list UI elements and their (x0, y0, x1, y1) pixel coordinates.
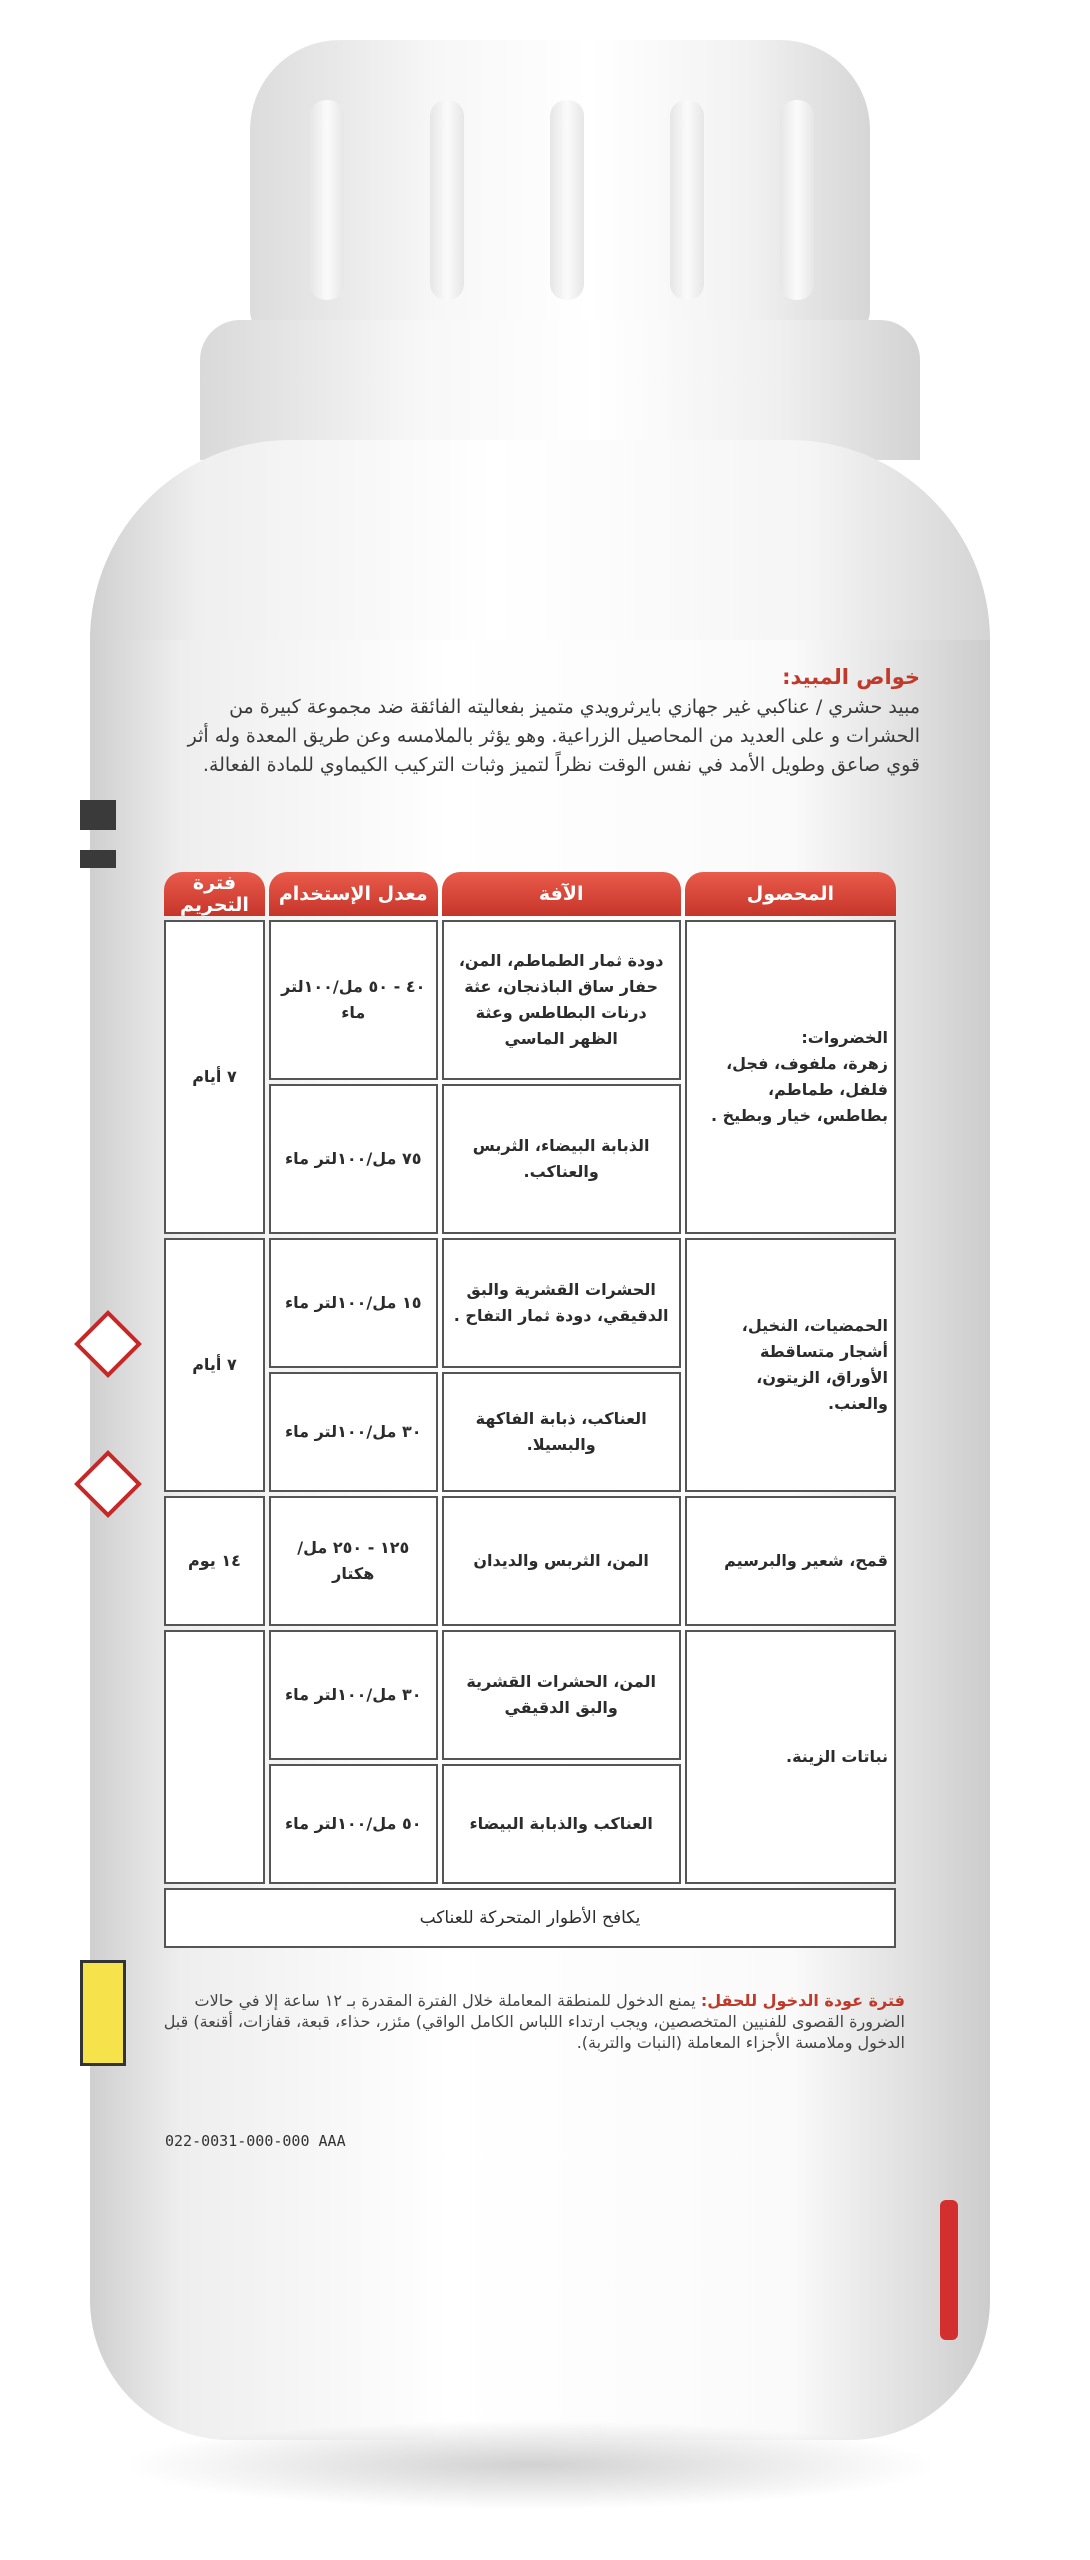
bottle-neck (200, 320, 920, 460)
pest-cell: دودة ثمار الطماطم، المن، حفار ساق الباذنجان، عثة درنات البطاطس وعثة الظهر الماسي (442, 920, 681, 1080)
pest-cell: المن، الثربس والديدان (442, 1496, 681, 1626)
cap-rib (670, 100, 704, 300)
rate-cell: ١٥ مل/١٠٠لتر ماء (269, 1238, 438, 1368)
rate-cell: ٧٥ مل/١٠٠لتر ماء (269, 1084, 438, 1234)
wrapped-label-left-edge (80, 760, 120, 2160)
product-code: 022-0031-000-000 AAA (165, 2132, 346, 2150)
bottle-cap (250, 40, 870, 340)
header-pest: الآفة (442, 872, 681, 916)
phi-cell: ٧ أيام (164, 1238, 265, 1492)
label-bar (80, 850, 116, 868)
rate-cell: ٣٠ مل/١٠٠لتر ماء (269, 1372, 438, 1492)
pest-cell: العناكب، ذبابة الفاكهة والبسيلا. (442, 1372, 681, 1492)
properties-description: مبيد حشري / عناكبي غير جهازي بايرثرويدي متميز بفعاليته الفائقة ضد مجموعة كبيرة من الحشرات و على العديد من المحاصيل الزراعية. وهو يؤثر بالملامسه وعن طريق المعدة وله أثر قوي صاعق وطويل الأمد في نفس الوقت نظراً لتميز وثبات التركيب الكيماوي للمادة الفعالة. (187, 696, 920, 776)
pest-cell: العناكب والذبابة البيضاء (442, 1764, 681, 1884)
usage-table (160, 868, 900, 1952)
pest-cell: المن، الحشرات القشرية والبق الدقيقي (442, 1630, 681, 1760)
properties-title: خواص المبيد: (782, 665, 920, 689)
pest-cell: الذبابة البيضاء، الثربس والعناكب. (442, 1084, 681, 1234)
crop-cell: الخضروات: زهرة، ملفوف، فجل، فلفل، طماطم، بطاطس، خيار وبطيخ . (685, 920, 896, 1234)
header-phi: فترة التحريم (164, 872, 265, 916)
label-red-strip (940, 2200, 958, 2340)
phi-cell: ١٤ يوم (164, 1496, 265, 1626)
warning-pictogram-icon (80, 1960, 126, 2066)
reentry-notice (160, 1990, 905, 2053)
phi-cell: ٧ أيام (164, 920, 265, 1234)
rate-cell: ٤٠ - ٥٠ مل/١٠٠لتر ماء (269, 920, 438, 1080)
wrapped-label-right-edge (940, 700, 970, 2100)
reentry-text: يمنع الدخول للمنطقة المعاملة خلال الفترة المقدرة بـ ١٢ ساعة إلا في حالات الضرورة القصوى للفنيين المتخصصين، ويجب ارتداء اللباس الكامل الواقي) مئزر، حذاء، قبعة، قفازات، أقنعة) قبل الدخول وملامسة الأجزاء المعاملة (النبات والتربة). (163, 1991, 905, 2052)
cap-rib (310, 100, 344, 300)
cap-rib (430, 100, 464, 300)
rate-cell: ٣٠ مل/١٠٠لتر ماء (269, 1630, 438, 1760)
header-crop: المحصول (685, 872, 896, 916)
header-rate: معدل الإستخدام (269, 872, 438, 916)
rate-cell: ٥٠ مل/١٠٠لتر ماء (269, 1764, 438, 1884)
cap-rib (780, 100, 814, 300)
phi-cell (164, 1630, 265, 1884)
label-bar (80, 800, 116, 830)
crop-cell: نباتات الزينة. (685, 1630, 896, 1884)
crop-cell: الحمضيات، النخيل، أشجار متساقطة الأوراق، الزيتون، والعنب. (685, 1238, 896, 1492)
rate-cell: ١٢٥ - ٢٥٠ مل/هكتار (269, 1496, 438, 1626)
label-text-block (155, 665, 920, 780)
pest-cell: الحشرات القشرية والبق الدقيقي، دودة ثمار التفاح . (442, 1238, 681, 1368)
crop-cell: قمح، شعير والبرسيم (685, 1496, 896, 1626)
reentry-title: فترة عودة الدخول للحقل: (700, 1991, 905, 2010)
table-footer: يكافح الأطوار المتحركة للعناكب (164, 1888, 896, 1948)
bottle-shadow (120, 2420, 940, 2510)
cap-rib (550, 100, 584, 300)
